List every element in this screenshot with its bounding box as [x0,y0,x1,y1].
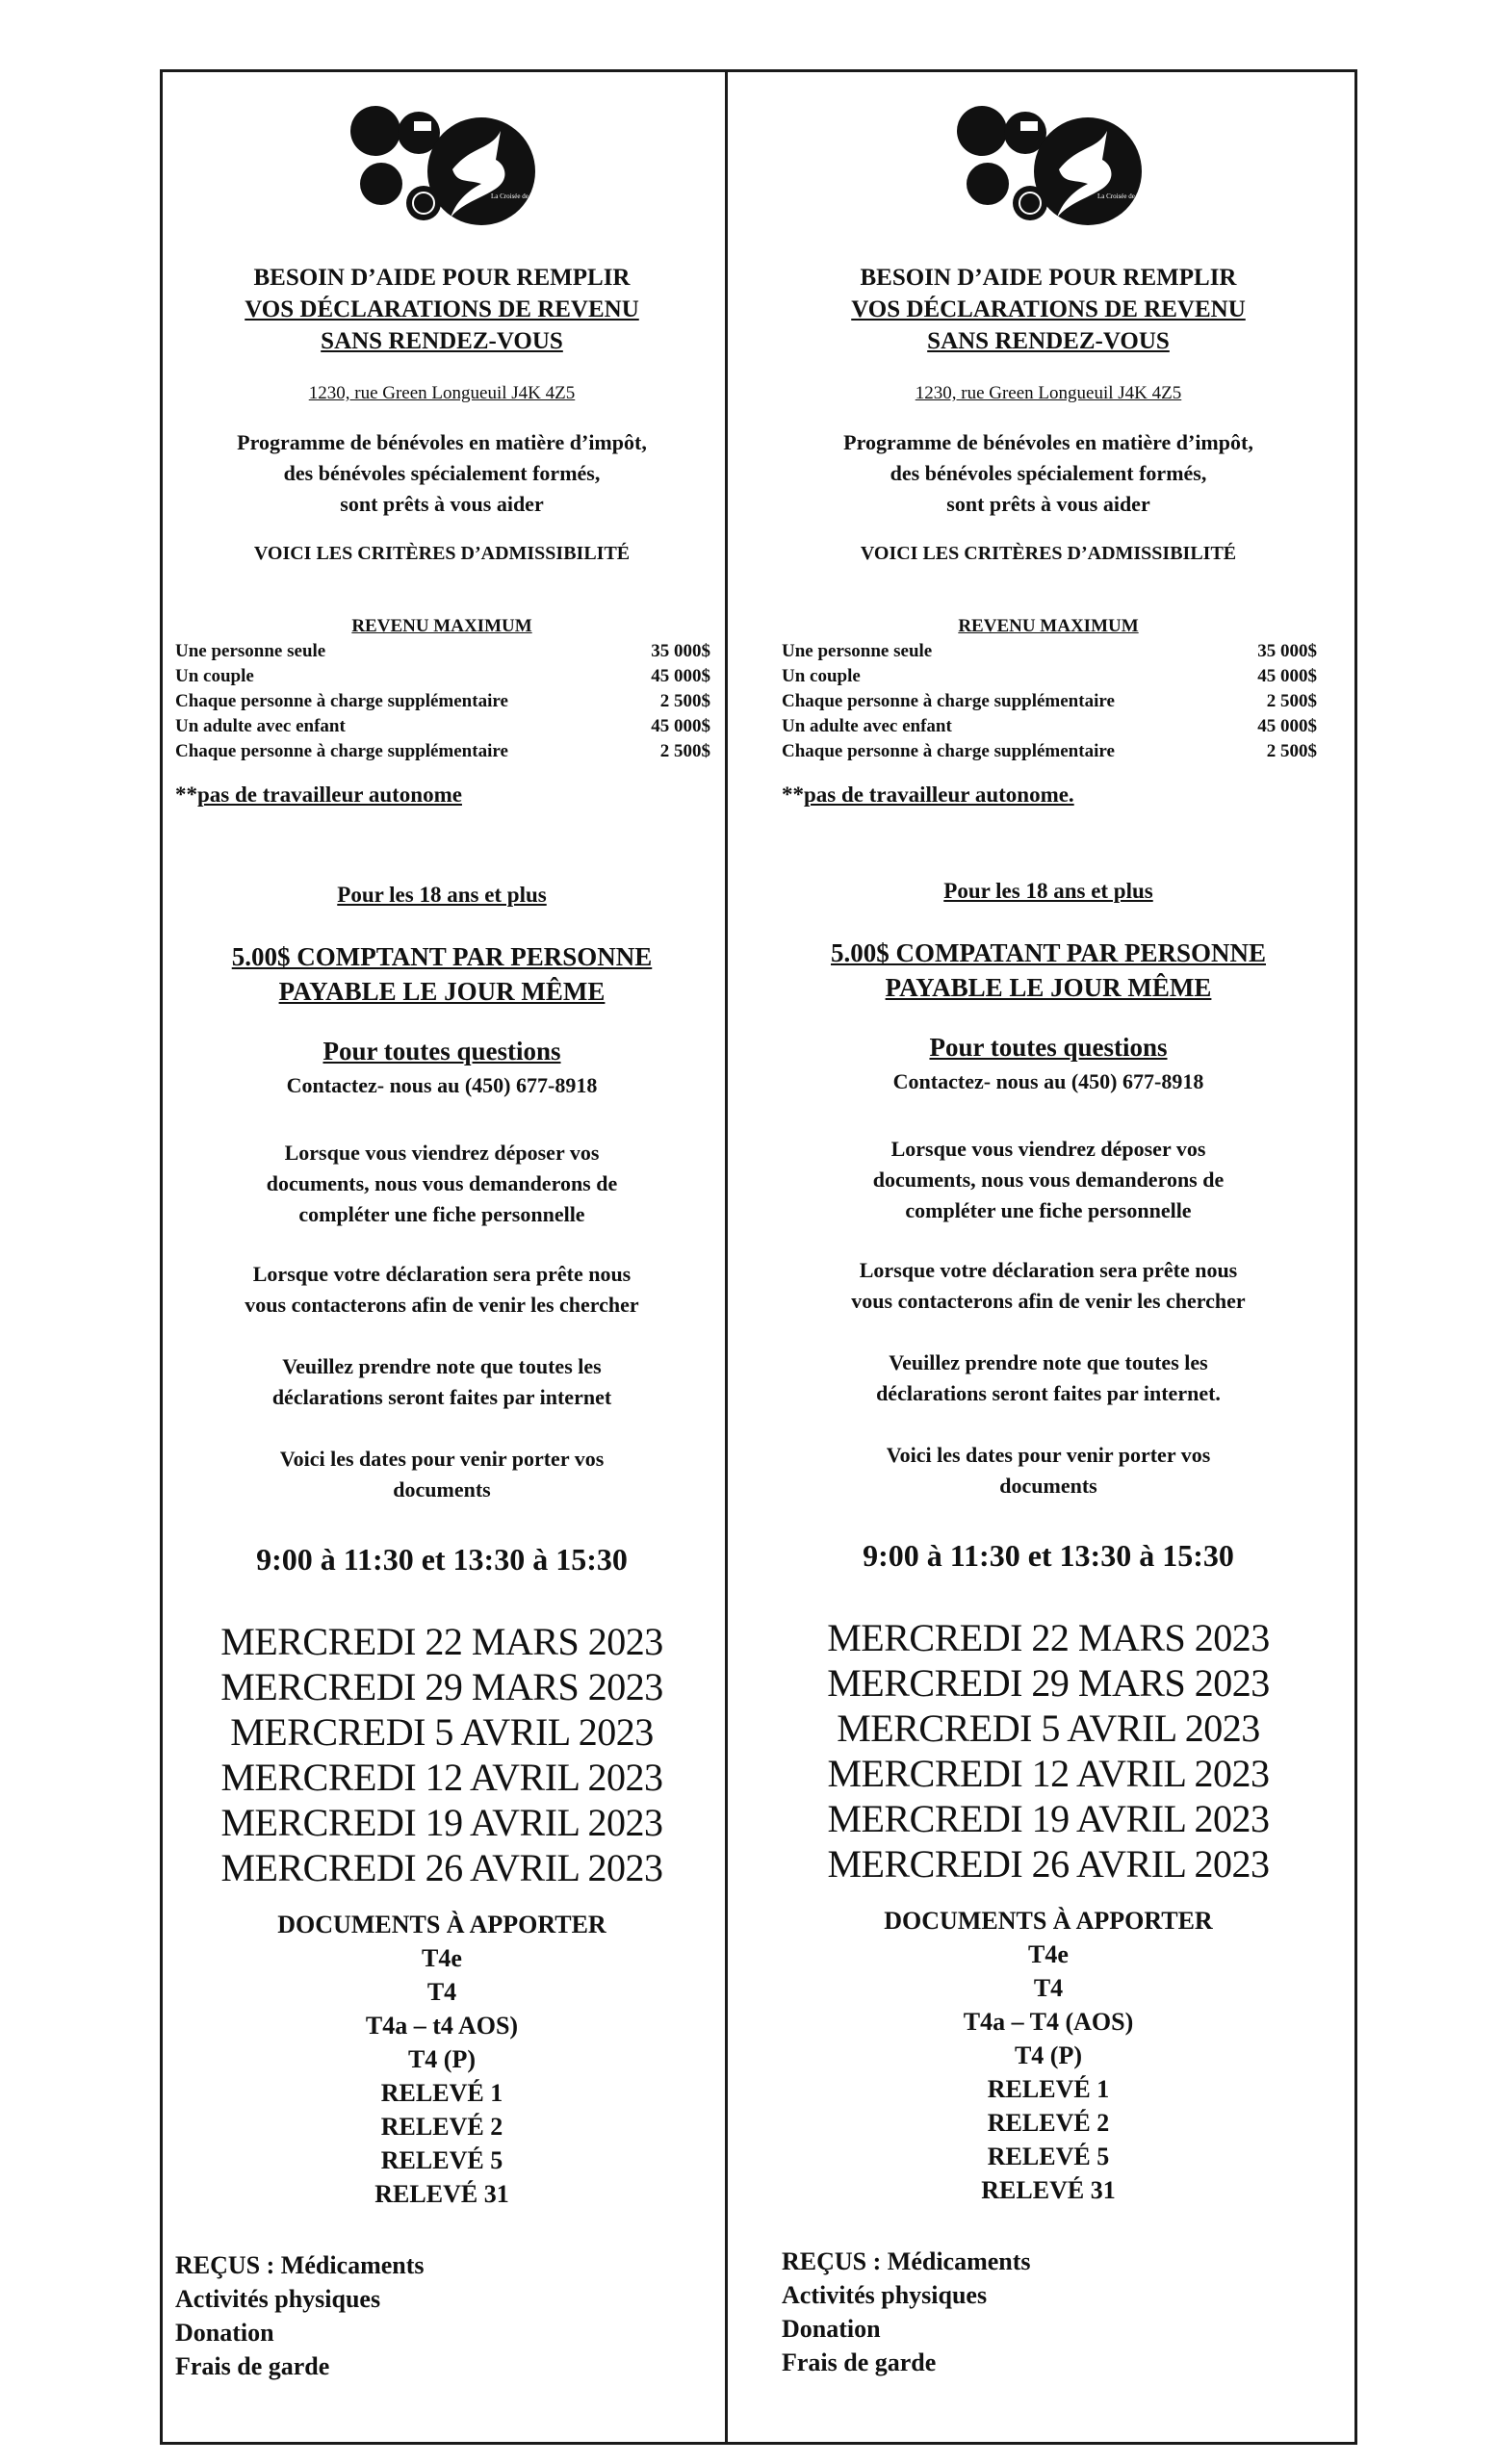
intro-line: sont prêts à vous aider [946,492,1150,516]
headline [770,262,1327,357]
income-label: Un couple [175,666,254,686]
dates-list [164,1619,720,1890]
receipt-item: Activités physiques [782,2281,988,2309]
note-prefix: ** [175,783,197,807]
income-row [770,639,1327,664]
contact-phone: Contactez- nous au (450) 677-8918 [892,1069,1204,1093]
intro-line: sont prêts à vous aider [340,492,544,516]
dates-intro [164,1444,720,1505]
income-label: Un adulte avec enfant [175,716,346,736]
logo-caption: La Croisée de Longueuil [491,192,558,200]
date-item: MERCREDI 12 AVRIL 2023 [220,1756,663,1799]
ready-line: Lorsque votre déclaration sera prête nous [252,1262,632,1286]
income-title: REVENU MAXIMUM [958,616,1139,636]
income-table [770,614,1327,764]
payment-line: PAYABLE LE JOUR MÊME [278,977,606,1006]
income-row [164,639,720,664]
document-item: T4e [1028,1940,1069,1968]
receipt-item: Frais de garde [782,2348,937,2376]
document-item: T4 [426,1978,457,2006]
flyer-left [164,69,720,2445]
criteria-title: VOICI LES CRITÈRES D’ADMISSIBILITÉ [253,543,631,564]
intro-line: des bénévoles spécialement formés, [890,461,1207,485]
document-item: RELEVÉ 31 [374,2180,509,2208]
note-prefix: ** [782,783,804,807]
payment-line: 5.00$ COMPTANT PAR PERSONNE [231,942,653,971]
ready-text [770,1255,1327,1317]
income-label: Une personne seule [175,641,326,661]
intro-text [164,427,720,520]
internet-line: déclarations seront faites par internet. [876,1381,1221,1405]
income-value: 2 500$ [659,691,710,711]
receipt-item: Activités physiques [175,2285,381,2313]
internet-line: déclarations seront faites par internet [271,1385,612,1409]
documents-title: DOCUMENTS À APPORTER [277,1911,606,1938]
deposit-line: documents, nous vous demanderons de [266,1171,618,1195]
headline-line: VOS DÉCLARATIONS DE REVENU [245,296,639,322]
note-text: pas de travailleur autonome. [804,783,1074,807]
documents-list [770,1904,1327,2207]
date-item: MERCREDI 19 AVRIL 2023 [827,1797,1270,1840]
income-row [770,664,1327,689]
income-row [164,664,720,689]
income-label: Un adulte avec enfant [782,716,952,736]
date-item: MERCREDI 22 MARS 2023 [220,1620,663,1663]
opening-hours: 9:00 à 11:30 et 13:30 à 15:30 [256,1542,628,1577]
headline-line: SANS RENDEZ-VOUS [321,328,563,354]
age-requirement: Pour les 18 ans et plus [943,879,1153,903]
payment-line: PAYABLE LE JOUR MÊME [885,973,1212,1002]
income-row [164,739,720,764]
income-label: Une personne seule [782,641,933,661]
payment-line: 5.00$ COMPATANT PAR PERSONNE [831,938,1266,967]
date-item: MERCREDI 22 MARS 2023 [827,1616,1270,1659]
ready-line: Lorsque votre déclaration sera prête nous [859,1258,1238,1282]
documents-title: DOCUMENTS À APPORTER [884,1907,1213,1935]
document-item: T4e [422,1944,462,1972]
self-employed-note [164,780,732,810]
deposit-line: compléter une fiche personnelle [298,1202,585,1226]
income-value: 45 000$ [651,716,710,736]
receipt-item: Donation [782,2315,881,2343]
dates-intro-line: Voici les dates pour venir porter vos [279,1447,605,1471]
date-item: MERCREDI 19 AVRIL 2023 [220,1801,663,1844]
income-title: REVENU MAXIMUM [351,616,532,636]
income-row [770,689,1327,714]
income-row [164,689,720,714]
intro-line: Programme de bénévoles en matière d’impôt, [237,430,647,454]
date-item: MERCREDI 29 MARS 2023 [827,1661,1270,1705]
receipts-list [770,2245,1338,2379]
receipt-item: REÇUS : Médicaments [175,2251,425,2279]
document-item: T4a – T4 (AOS) [963,2008,1134,2036]
document-item: T4a – t4 AOS) [365,2012,519,2040]
intro-line: des bénévoles spécialement formés, [283,461,601,485]
receipts-list [164,2248,732,2383]
deposit-line: compléter une fiche personnelle [905,1198,1192,1222]
income-value: 2 500$ [1266,691,1317,711]
deposit-line: Lorsque vous viendrez déposer vos [890,1137,1206,1161]
ready-line: vous contacterons afin de venir les chercher [851,1289,1246,1313]
internet-line: Veuillez prendre note que toutes les [889,1350,1208,1374]
document-item: RELEVÉ 31 [981,2176,1116,2204]
document-item: RELEVÉ 2 [380,2113,503,2141]
questions-title: Pour toutes questions [929,1033,1168,1062]
receipt-item: Donation [175,2319,274,2347]
ready-line: vous contacterons afin de venir les chercher [245,1293,639,1317]
documents-list [164,1908,720,2211]
income-label: Chaque personne à charge supplémentaire [782,741,1115,761]
deposit-text [164,1138,720,1230]
dates-list [770,1615,1327,1886]
document-item: T4 [1033,1974,1064,2002]
deposit-text [770,1134,1327,1226]
document-item: RELEVÉ 2 [987,2109,1110,2137]
logo-icon [337,92,558,237]
payment-notice [164,939,720,1009]
deposit-line: documents, nous vous demanderons de [872,1168,1225,1192]
document-item: RELEVÉ 5 [380,2146,503,2174]
income-label: Chaque personne à charge supplémentaire [175,741,508,761]
receipt-item: Frais de garde [175,2352,330,2380]
intro-text [770,427,1327,520]
internet-text [164,1351,720,1413]
intro-line: Programme de bénévoles en matière d’impôt, [843,430,1253,454]
income-label: Un couple [782,666,861,686]
address: 1230, rue Green Longueuil J4K 4Z5 [308,383,576,403]
income-row [770,739,1327,764]
dates-intro-line: documents [393,1477,491,1502]
income-value: 35 000$ [1257,641,1317,661]
dates-intro [770,1440,1327,1502]
income-label: Chaque personne à charge supplémentaire [782,691,1115,711]
headline [164,262,720,357]
date-item: MERCREDI 26 AVRIL 2023 [220,1846,663,1889]
income-value: 45 000$ [651,666,710,686]
headline-line: VOS DÉCLARATIONS DE REVENU [851,296,1246,322]
opening-hours: 9:00 à 11:30 et 13:30 à 15:30 [863,1538,1234,1573]
headline-line: BESOIN D’AIDE POUR REMPLIR [860,265,1237,291]
criteria-title: VOICI LES CRITÈRES D’ADMISSIBILITÉ [860,543,1237,564]
date-item: MERCREDI 29 MARS 2023 [220,1665,663,1708]
income-value: 35 000$ [651,641,710,661]
logo-icon [943,92,1165,237]
dates-intro-line: Voici les dates pour venir porter vos [886,1443,1211,1467]
income-label: Chaque personne à charge supplémentaire [175,691,508,711]
contact-phone: Contactez- nous au (450) 677-8918 [286,1073,598,1097]
income-value: 45 000$ [1257,716,1317,736]
headline-line: SANS RENDEZ-VOUS [927,328,1170,354]
document-item: RELEVÉ 5 [987,2143,1110,2170]
note-text: pas de travailleur autonome [197,783,462,807]
income-value: 2 500$ [1266,741,1317,761]
dates-intro-line: documents [999,1474,1097,1498]
internet-text [770,1348,1327,1409]
document-item: RELEVÉ 1 [987,2075,1110,2103]
deposit-line: Lorsque vous viendrez déposer vos [284,1141,600,1165]
flyer-right [770,69,1327,2445]
date-item: MERCREDI 5 AVRIL 2023 [230,1710,654,1754]
age-requirement: Pour les 18 ans et plus [337,883,547,907]
income-value: 2 500$ [659,741,710,761]
income-value: 45 000$ [1257,666,1317,686]
date-item: MERCREDI 5 AVRIL 2023 [837,1707,1260,1750]
date-item: MERCREDI 26 AVRIL 2023 [827,1842,1270,1886]
questions-title: Pour toutes questions [322,1037,561,1065]
column-divider [725,69,728,2445]
document-item: T4 (P) [407,2045,477,2073]
payment-notice [770,936,1327,1005]
income-row [770,714,1327,739]
income-row [164,714,720,739]
receipt-item: REÇUS : Médicaments [782,2247,1031,2275]
headline-line: BESOIN D’AIDE POUR REMPLIR [253,265,631,291]
ready-text [164,1259,720,1321]
document-item: RELEVÉ 1 [380,2079,503,2107]
date-item: MERCREDI 12 AVRIL 2023 [827,1752,1270,1795]
logo-caption: La Croisée de Longueuil [1097,192,1165,200]
internet-line: Veuillez prendre note que toutes les [282,1354,602,1378]
income-table [164,614,720,764]
address: 1230, rue Green Longueuil J4K 4Z5 [915,383,1182,403]
self-employed-note [770,780,1338,810]
document-item: T4 (P) [1014,2041,1083,2069]
